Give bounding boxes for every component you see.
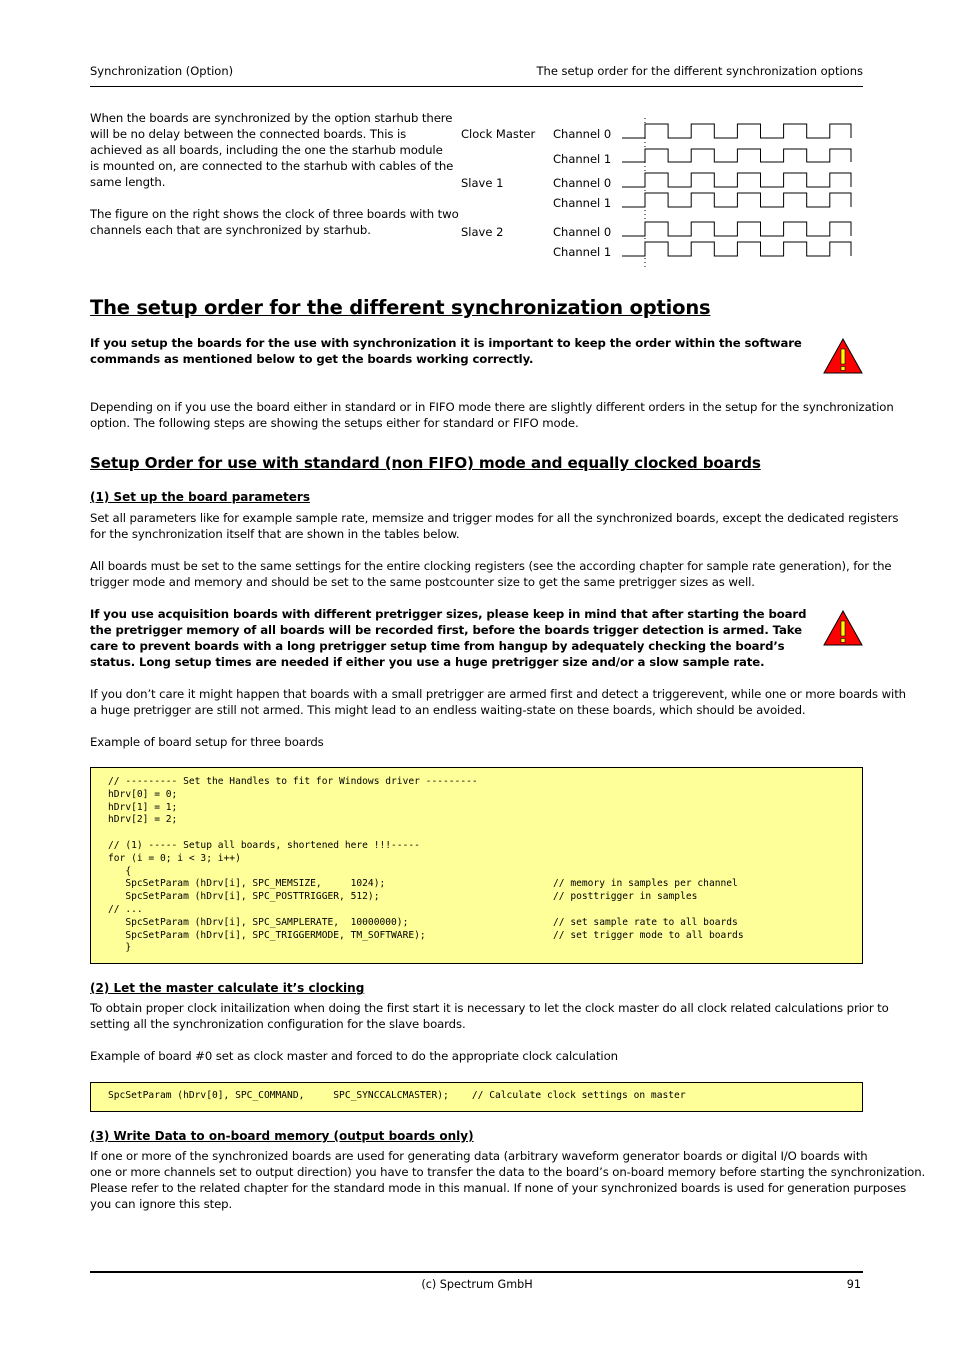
step2-example-label: Example of board #0 set as clock master and forced to do the appropriate clock calculation — [90, 1049, 618, 1063]
example-label: Example of board setup for three boards — [90, 735, 324, 749]
page-number: 91 — [846, 1278, 861, 1291]
code-block-master — [90, 1082, 863, 1112]
channel-label: Channel 0 — [553, 225, 612, 239]
code-line: } — [108, 942, 132, 954]
code-line: // ... — [108, 904, 143, 915]
clock-wave — [622, 222, 851, 236]
step1-paragraph: Set all parameters like for example sample rate, memsize and trigger modes for all the synchronized boards, except the dedicated registers for the synchronization itself that are shown in the tables below. — [90, 511, 899, 541]
clock-wave — [622, 124, 851, 138]
step2-paragraph: To obtain proper clock initailization when doing the first start it is necessary to let the clock master do all clock related calculations prior to setting all the synchronization configuration for the slave boards. — [90, 1001, 889, 1031]
code-line: { — [108, 865, 132, 877]
intro-paragraph: When the boards are synchronized by the option starhub there will be no delay between the connected boards. This is achieved as all boards, including the one the starhub module is mounted on, are connected to the starhub with cables of the same length. — [90, 111, 454, 189]
code-block-setup — [90, 767, 863, 964]
code-line: // (1) ----- Setup all boards, shortened here !!!----- — [108, 840, 420, 851]
figure-description: The figure on the right shows the clock of three boards with two channels each that are synchronized by starhub. — [90, 207, 459, 237]
channel-label: Channel 1 — [553, 245, 612, 259]
code-line: hDrv[2] = 2; — [108, 814, 178, 826]
step1-clock-paragraph: All boards must be set to the same settings for the entire clocking registers (see the according chapter for sample rate generation), for the trigger mode and memory and should be set to the same postcounter size to get the same pretrigger sizes as well. — [90, 559, 892, 589]
board-label-master: Clock Master — [461, 127, 536, 141]
clock-wave — [622, 173, 851, 187]
code-comment: // set sample rate to all boards — [553, 916, 738, 928]
code-line: SpcSetParam (hDrv[i], SPC_SAMPLERATE, 10000000); — [108, 916, 409, 928]
clock-wave — [622, 149, 851, 162]
clock-wave — [622, 242, 851, 256]
section-title: The setup order for the different synchronization options — [90, 296, 711, 319]
code-line: SpcSetParam (hDrv[i], SPC_TRIGGERMODE, TM_SOFTWARE); — [108, 929, 426, 941]
mode-paragraph: Depending on if you use the board either in standard or in FIFO mode there are slightly different orders in the setup for the synchronization option. The following steps are showing the setups either for standard or FIFO mode. — [90, 400, 894, 430]
warning-icon — [823, 338, 863, 374]
code-line: hDrv[1] = 1; — [108, 801, 178, 813]
board-label-slave2: Slave 2 — [461, 225, 504, 239]
channel-label: Channel 0 — [553, 176, 612, 190]
code-line: SpcSetParam (hDrv[0], SPC_COMMAND, SPC_SYNCCALCMASTER); // Calculate clock settings on master — [108, 1090, 686, 1101]
warning-icon — [823, 610, 863, 646]
channel-label: Channel 1 — [553, 152, 612, 166]
step1-title: (1) Set up the board parameters — [90, 490, 310, 504]
warning-text-pretrigger: If you use acquisition boards with different pretrigger sizes, please keep in mind that after starting the board the pretrigger memory of all boards will be recorded first, before the boards trigger detection is armed. Take care to prevent boards with a long pretrigger setup time from hangup by adequately checking the board’s status. Long setup times are needed if either you use a huge pretrigger size and/or a slow sample rate. — [90, 607, 807, 669]
code-comment: // memory in samples per channel — [553, 878, 738, 890]
code-comment: // set trigger mode to all boards — [553, 929, 744, 941]
code-comment: // posttrigger in samples — [553, 891, 698, 903]
clock-wave — [622, 193, 851, 207]
code-line: // --------- Set the Handles to fit for Windows driver --------- — [108, 776, 478, 787]
code-line: hDrv[0] = 0; — [108, 788, 178, 800]
footer-copyright: (c) Spectrum GmbH — [421, 1278, 533, 1291]
warning-text-order: If you setup the boards for the use with synchronization it is important to keep the order within the software commands as mentioned below to get the boards working correctly. — [90, 336, 802, 366]
footer-rule — [90, 1271, 863, 1273]
step3-paragraph: If one or more of the synchronized boards are used for generating data (arbitrary waveform generator boards or digital I/O boards with one or more channels set to output direction) you have to transfer the data to the board’s on-board memory before starting the synchronization. Please refer to the related chapter for the standard mode in this manual. If none of your synchronized boards is used for generation purposes you can ignore this step. — [90, 1149, 926, 1211]
pretrigger-paragraph: If you don’t care it might happen that boards with a small pretrigger are armed first and detect a triggerevent, while one or more boards with a huge pretrigger are still not armed. This might lead to an endless waiting-state on these boards, which should be avoided. — [90, 687, 906, 717]
code-line: for (i = 0; i < 3; i++) — [108, 852, 241, 864]
board-label-slave1: Slave 1 — [461, 176, 504, 190]
code-line: SpcSetParam (hDrv[i], SPC_POSTTRIGGER, 512); — [108, 891, 380, 903]
channel-label: Channel 1 — [553, 196, 612, 210]
step2-title: (2) Let the master calculate it’s clocking — [90, 981, 365, 995]
header-section-title: Synchronization (Option) — [90, 64, 234, 78]
subsection-title: Setup Order for use with standard (non FIFO) mode and equally clocked boards — [90, 454, 761, 472]
clock-waveforms — [0, 0, 954, 280]
header-page-title: The setup order for the different synchronization options — [536, 64, 863, 78]
channel-label: Channel 0 — [553, 127, 612, 141]
step3-title: (3) Write Data to on-board memory (output boards only) — [90, 1129, 474, 1143]
code-line: SpcSetParam (hDrv[i], SPC_MEMSIZE, 1024); — [108, 878, 386, 890]
